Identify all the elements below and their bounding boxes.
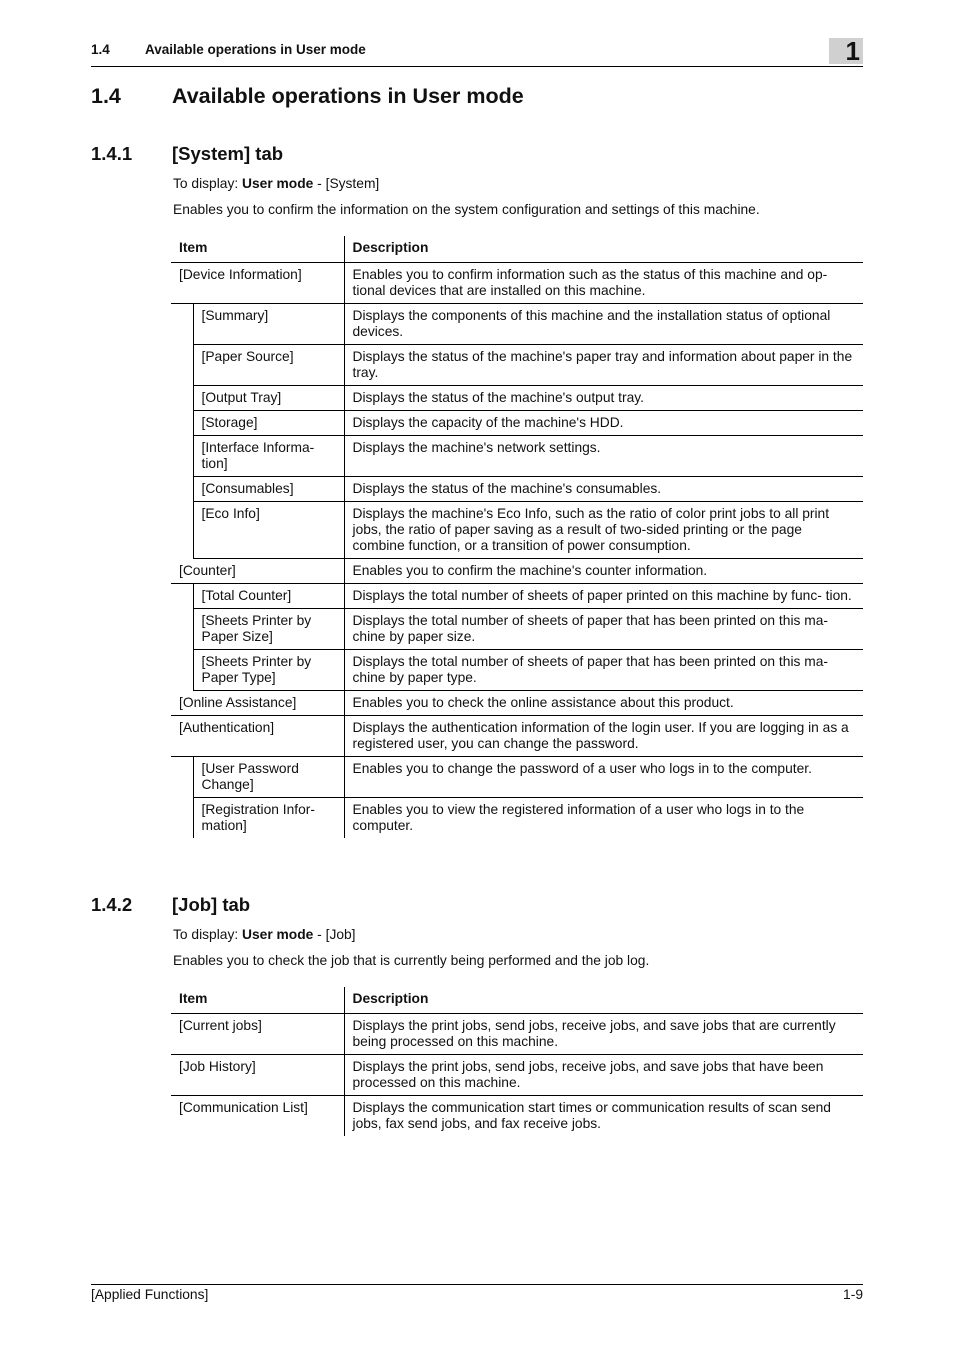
item-cell: [Eco Info]	[193, 502, 344, 559]
job-tab-table	[171, 987, 863, 1136]
table-row	[171, 559, 863, 584]
col-header-item: Item	[171, 236, 344, 263]
indent-cell	[171, 584, 193, 609]
indent-cell	[171, 436, 193, 477]
description-cell: Displays the total number of sheets of paper that has been printed on this ma- chine by paper type.	[344, 650, 863, 691]
description-cell: Enables you to confirm the machine's counter information.	[344, 559, 863, 584]
job-intro: Enables you to check the job that is currently being performed and the job log.	[173, 953, 650, 968]
item-cell: [Sheets Printer by Paper Type]	[193, 650, 344, 691]
system-tab-title: [System] tab	[172, 143, 284, 164]
description-cell: Displays the components of this machine and the installation status of optional devices.	[344, 304, 863, 345]
item-cell: [User Password Change]	[193, 757, 344, 798]
description-cell: Displays the total number of sheets of paper printed on this machine by func- tion.	[344, 584, 863, 609]
description-cell: Displays the capacity of the machine's HDD.	[344, 411, 863, 436]
chapter-badge	[829, 38, 863, 64]
col-header-item: Item	[171, 987, 344, 1014]
section-heading	[91, 84, 524, 109]
description-cell: Displays the print jobs, send jobs, receive jobs, and save jobs that are currently being processed on this machine.	[344, 1014, 863, 1055]
system-display-path: To display: User mode - [System]	[173, 176, 380, 191]
table-row	[171, 263, 863, 304]
table-row	[171, 584, 863, 609]
description-cell: Displays the status of the machine's consumables.	[344, 477, 863, 502]
item-cell: [Total Counter]	[193, 584, 344, 609]
item-cell: [Interface Informa- tion]	[193, 436, 344, 477]
item-cell: [Counter]	[171, 559, 344, 584]
system-tab-number: 1.4.1	[91, 143, 133, 164]
table-row	[171, 1014, 863, 1055]
header-section-number: 1.4	[91, 42, 110, 57]
table-row	[171, 716, 863, 757]
description-cell: Enables you to change the password of a user who logs in to the computer.	[344, 757, 863, 798]
indent-cell	[171, 411, 193, 436]
table-row	[171, 1096, 863, 1137]
table-row	[171, 502, 863, 559]
description-cell: Enables you to confirm information such as the status of this machine and op- tional devices that are installed on this machine.	[344, 263, 863, 304]
indent-cell	[171, 798, 193, 839]
col-header-description: Description	[344, 987, 863, 1014]
table-row	[171, 345, 863, 386]
item-cell: [Sheets Printer by Paper Size]	[193, 609, 344, 650]
system-tab-heading	[91, 143, 283, 165]
description-cell: Displays the status of the machine's output tray.	[344, 386, 863, 411]
item-cell: [Summary]	[193, 304, 344, 345]
job-tab-title: [Job] tab	[172, 894, 251, 915]
table-row	[171, 304, 863, 345]
item-cell: [Paper Source]	[193, 345, 344, 386]
item-cell: [Device Information]	[171, 263, 344, 304]
description-cell: Displays the print jobs, send jobs, receive jobs, and save jobs that have been processed on this machine.	[344, 1055, 863, 1096]
table-row	[171, 798, 863, 839]
chapter-number: 1	[845, 36, 860, 66]
description-cell: Enables you to view the registered information of a user who logs in to the computer.	[352, 802, 805, 833]
item-cell: [Job History]	[171, 1055, 344, 1096]
item-cell: [Authentication]	[171, 716, 344, 757]
description-cell: Displays the machine's network settings.	[344, 436, 863, 477]
item-cell: [Communication List]	[171, 1096, 344, 1137]
job-tab-number: 1.4.2	[91, 894, 133, 915]
job-display-path: To display: User mode - [Job]	[173, 927, 356, 942]
indent-cell	[171, 757, 193, 798]
table-header-row	[171, 236, 863, 263]
section-title: Available operations in User mode	[172, 84, 524, 108]
table-row	[171, 477, 863, 502]
indent-cell	[171, 650, 193, 691]
indent-cell	[171, 502, 193, 559]
item-cell: [Online Assistance]	[171, 691, 344, 716]
item-cell: [Storage]	[193, 411, 344, 436]
indent-cell	[171, 609, 193, 650]
job-tab-heading	[91, 894, 250, 916]
system-intro: Enables you to confirm the information on the system configuration and settings of this machine.	[173, 202, 760, 217]
page-number: 1-9	[843, 1287, 863, 1302]
table-row	[171, 609, 863, 650]
page-footer	[91, 1284, 863, 1302]
table-row	[171, 1055, 863, 1096]
table-row	[171, 436, 863, 477]
item-cell: [Consumables]	[193, 477, 344, 502]
item-cell: [Output Tray]	[193, 386, 344, 411]
table-row	[171, 411, 863, 436]
running-header	[91, 36, 863, 67]
description-cell: Displays the communication start times or communication results of scan send jobs, fax send jobs, and fax receive jobs.	[352, 1100, 831, 1131]
description-cell: Enables you to check the online assistance about this product.	[344, 691, 863, 716]
header-section-title: Available operations in User mode	[145, 42, 366, 57]
indent-cell	[171, 386, 193, 411]
table-row	[171, 757, 863, 798]
item-cell: [Registration Infor- mation]	[193, 798, 344, 839]
table-header-row	[171, 987, 863, 1014]
description-cell: Displays the authentication information of the login user. If you are logging in as a registered user, you can change the password.	[344, 716, 863, 757]
system-tab-table	[171, 236, 863, 838]
col-header-description: Description	[344, 236, 863, 263]
indent-cell	[171, 345, 193, 386]
description-cell: Displays the total number of sheets of paper that has been printed on this ma- chine by paper size.	[344, 609, 863, 650]
section-number: 1.4	[91, 84, 121, 108]
footer-book-title: [Applied Functions]	[91, 1287, 209, 1302]
item-cell: [Current jobs]	[171, 1014, 344, 1055]
description-cell: Displays the machine's Eco Info, such as the ratio of color print jobs to all print jobs, the ratio of paper saving as a result of two-sided printing or the page combine function, or a transition of power consumption.	[344, 502, 863, 559]
indent-cell	[171, 304, 193, 345]
indent-cell	[171, 477, 193, 502]
description-cell: Displays the status of the machine's paper tray and information about paper in the tray.	[344, 345, 863, 386]
table-row	[171, 691, 863, 716]
table-row	[171, 650, 863, 691]
table-row	[171, 386, 863, 411]
